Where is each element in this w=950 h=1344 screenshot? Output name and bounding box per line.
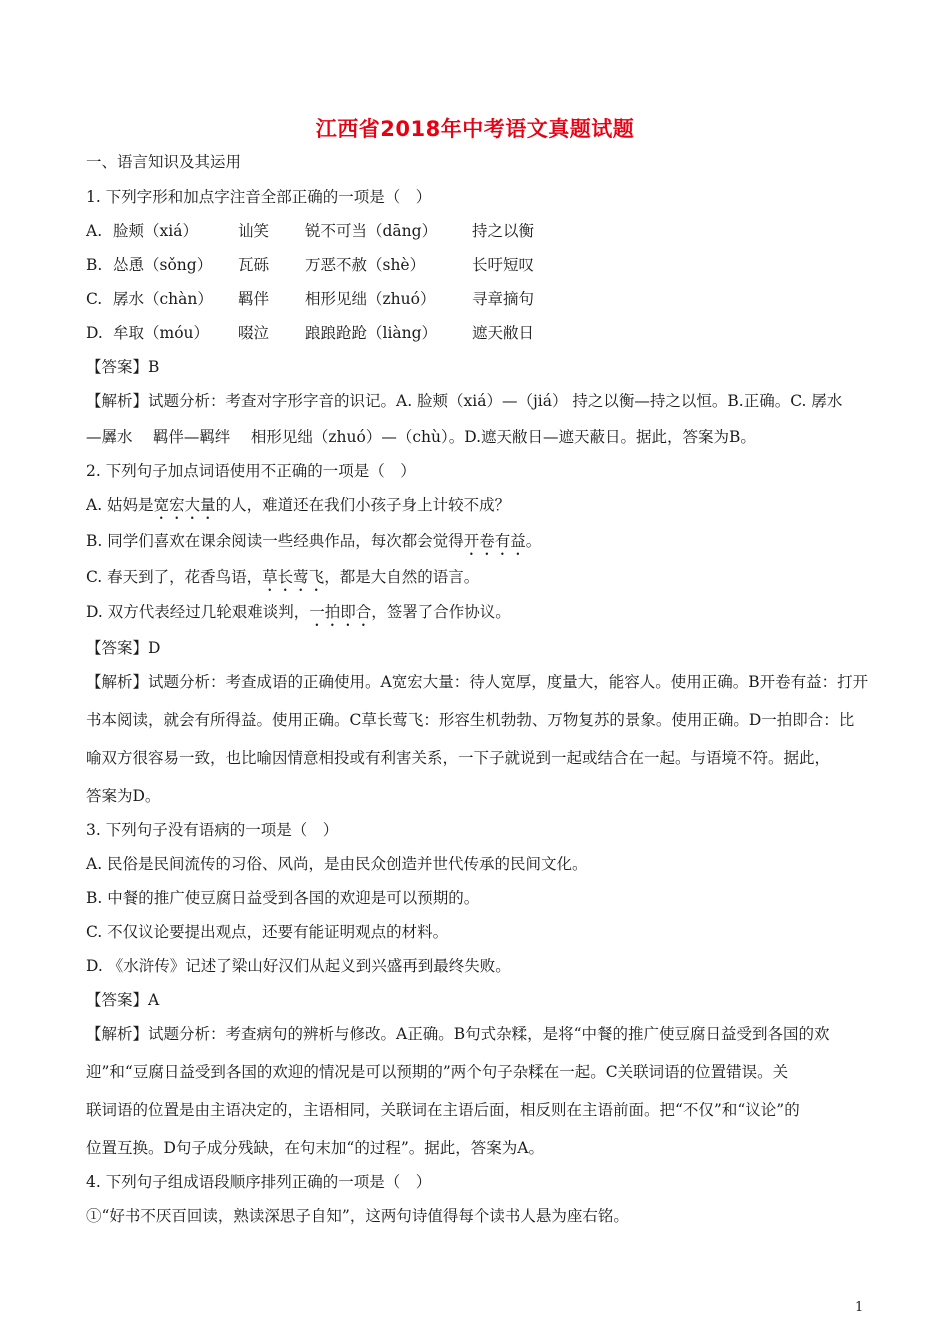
q4-item: ①“好书不厌百回读，熟读深思子自知”，这两句诗值得每个读书人悬为座右铭。	[86, 1207, 629, 1225]
q2-analysis-line: 书本阅读，就会有所得益。使用正确。C草长莺飞：形容生机勃勃、万物复苏的景象。使用正确。D一拍即合：比	[86, 711, 855, 729]
q3-stem: 3. 下列句子没有语病的一项是（ ）	[86, 821, 339, 839]
option-label: D.	[86, 324, 103, 342]
option-text: ，签署了合作协议。	[371, 603, 511, 621]
option-word: 羁伴	[238, 290, 270, 308]
q2-option-c	[86, 567, 479, 595]
dotted-phrase: 开卷有益	[463, 532, 526, 550]
q3-analysis-line: 迎”和“豆腐日益受到各国的欢迎的情况是可以预期的”两个句子杂糅在一起。C关联词语的位置错误。关	[86, 1063, 789, 1081]
q2-answer: 【答案】D	[86, 639, 161, 657]
q2-option-d	[86, 602, 511, 630]
option-text: ，都是大自然的语言。	[324, 568, 480, 586]
option-text: C. 春天到了，花香鸟语，	[86, 568, 263, 586]
q1-option-a	[86, 221, 886, 241]
option-word: 锐不可当（dāng）	[305, 222, 438, 240]
option-text: 的人，难道还在我们小孩子身上计较不成？	[215, 496, 511, 514]
option-word: 牟取（móu）	[113, 324, 210, 342]
q4-stem: 4. 下列句子组成语段顺序排列正确的一项是（ ）	[86, 1173, 432, 1191]
q1-answer: 【答案】B	[86, 358, 160, 376]
page-title: 江西省2018年中考语文真题试题	[315, 117, 635, 141]
q3-analysis-line: 联词语的位置是由主语决定的，主语相同，关联词在主语后面，相反则在主语前面。把“不仅”和“议论”的	[86, 1101, 800, 1119]
dotted-phrase: 宽宏大量	[153, 496, 216, 514]
option-word: 踉踉跄跄（liàng）	[305, 324, 438, 342]
option-word: 讪笑	[238, 222, 270, 240]
q1-analysis-line: —羼水 羁伴—羁绊 相形见绌（zhuó）—（chù）。D.遮天敝日—遮天蔽日。据此，答案为B。	[86, 428, 756, 446]
option-label: C.	[86, 290, 103, 308]
dotted-phrase: 草长莺飞	[262, 568, 325, 586]
page-number: 1	[855, 1300, 864, 1315]
option-label: A.	[86, 222, 103, 240]
option-text: 。	[525, 532, 542, 550]
q2-option-b	[86, 531, 541, 559]
q3-analysis-line: 【解析】试题分析：考查病句的辨析与修改。A正确。B句式杂糅，是将“中餐的推广使豆腐日益受到各国的欢	[86, 1025, 830, 1043]
q1-option-d	[86, 323, 886, 343]
option-text: D. 双方代表经过几轮艰难谈判，	[86, 603, 310, 621]
section-heading: 一、语言知识及其运用	[86, 153, 242, 171]
dotted-phrase: 一拍即合	[309, 603, 372, 621]
q3-option-a: A. 民俗是民间流传的习俗、风尚，是由民众创造并世代传承的民间文化。	[86, 855, 588, 873]
q3-answer: 【答案】A	[86, 991, 160, 1009]
q2-analysis-line: 喻双方很容易一致，也比喻因情意相投或有利害关系，一下子就说到一起或结合在一起。与语境不符。据此，	[86, 749, 831, 767]
option-word: 相形见绌（zhuó）	[305, 290, 436, 308]
option-text: A. 姑妈是	[86, 496, 154, 514]
q1-stem: 1. 下列字形和加点字注音全部正确的一项是（ ）	[86, 188, 432, 206]
q3-option-d: D. 《水浒传》记述了梁山好汉们从起义到兴盛再到最终失败。	[86, 957, 511, 975]
q3-option-b: B. 中餐的推广使豆腐日益受到各国的欢迎是可以预期的。	[86, 889, 480, 907]
option-word: 长吁短叹	[472, 256, 535, 274]
q3-option-c: C. 不仅议论要提出观点，还要有能证明观点的材料。	[86, 923, 449, 941]
q1-analysis-line: 【解析】试题分析：考查对字形字音的识记。A. 脸颊（xiá）—（jiá） 持之以衡—持之以恒。B.正确。C. 孱水	[86, 392, 843, 410]
option-word: 孱水（chàn）	[113, 290, 213, 308]
q3-analysis-line: 位置互换。D句子成分残缺，在句末加“的过程”。据此，答案为A。	[86, 1139, 544, 1157]
q2-analysis-line: 答案为D。	[86, 787, 161, 805]
q1-option-c	[86, 289, 886, 309]
option-word: 遮天敝日	[472, 324, 535, 342]
option-text: B. 同学们喜欢在课余阅读一些经典作品，每次都会觉得	[86, 532, 464, 550]
option-word: 持之以衡	[472, 222, 535, 240]
option-word: 瓦砾	[238, 256, 270, 274]
q1-option-b	[86, 255, 886, 275]
option-word: 万恶不赦（shè）	[305, 256, 426, 274]
option-word: 啜泣	[238, 324, 270, 342]
option-word: 脸颊（xiá）	[113, 222, 198, 240]
q2-analysis-line: 【解析】试题分析：考查成语的正确使用。A宽宏大量：待人宽厚，度量大，能容人。使用正确。B开卷有益：打开	[86, 673, 869, 691]
option-label: B.	[86, 256, 103, 274]
q2-option-a	[86, 495, 510, 523]
option-word: 怂恿（sǒng）	[113, 256, 213, 274]
q2-stem: 2. 下列句子加点词语使用不正确的一项是（ ）	[86, 462, 416, 480]
option-word: 寻章摘句	[472, 290, 535, 308]
